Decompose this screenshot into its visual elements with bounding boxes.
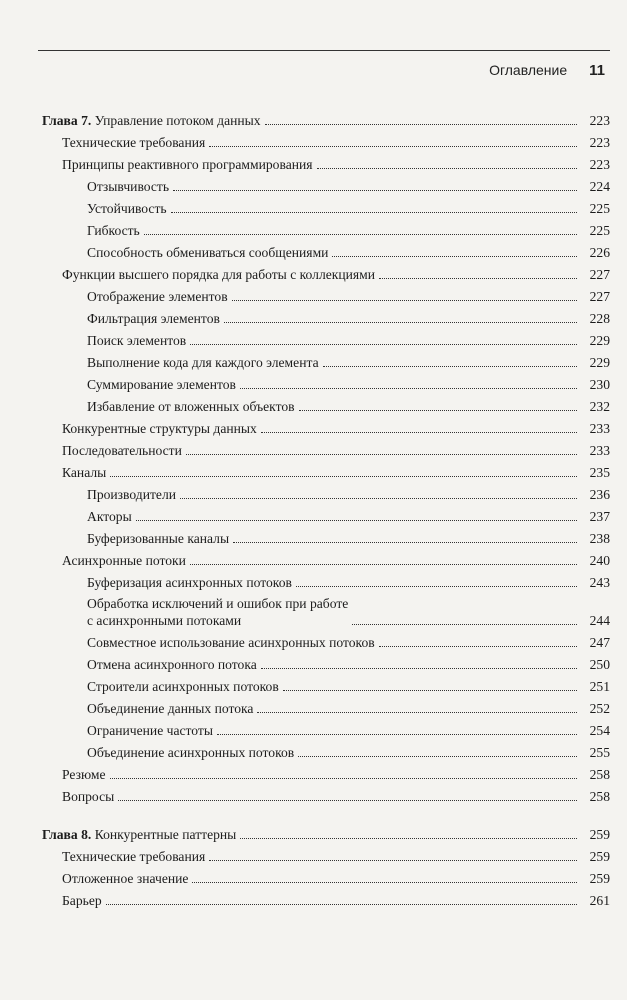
toc-entry[interactable] [42, 592, 610, 630]
toc-entry-title [87, 200, 167, 217]
toc-page-number: 225 [589, 201, 610, 216]
toc-entry[interactable] [42, 526, 610, 548]
toc-entry-text: Производители [87, 487, 177, 502]
toc-page-number: 240 [589, 553, 610, 568]
dot-leader [190, 564, 577, 565]
toc-chapter-label: Глава 8. [42, 827, 92, 842]
toc-entry-title [42, 826, 236, 843]
toc-entry-title [42, 112, 261, 129]
toc-page-number: 230 [589, 377, 610, 392]
dot-leader [209, 146, 577, 147]
dot-leader [233, 542, 577, 543]
toc-page-number: 244 [589, 613, 610, 628]
toc-entry[interactable] [42, 652, 610, 674]
toc-page-number: 261 [589, 893, 610, 908]
dot-leader [379, 278, 577, 279]
toc-entry-title [87, 656, 257, 673]
toc-page-number: 251 [589, 679, 610, 694]
toc-entry-text: Ограничение частоты [87, 723, 213, 738]
toc-entry-title [62, 766, 106, 783]
toc-page-number: 252 [589, 701, 610, 716]
toc-entry-title [62, 156, 313, 173]
toc-page-number: 247 [589, 635, 610, 650]
toc-entry[interactable] [42, 674, 610, 696]
toc-entry-text: Принципы реактивного программирования [62, 157, 313, 172]
toc-entry-title [87, 244, 328, 261]
toc-entry[interactable] [42, 152, 610, 174]
toc-entry-title [87, 288, 228, 305]
toc-entry-title [87, 530, 229, 547]
toc-entry[interactable] [42, 696, 610, 718]
toc-entry-text: Акторы [87, 509, 132, 524]
toc-entry-text: Отображение элементов [87, 289, 228, 304]
toc-entry[interactable] [42, 570, 610, 592]
toc-entry[interactable] [42, 328, 610, 350]
toc-chapter-entry[interactable] [42, 108, 610, 130]
toc-entry[interactable] [42, 262, 610, 284]
toc-entry-text: Объединение асинхронных потоков [87, 745, 295, 760]
toc-page-number: 223 [589, 135, 610, 150]
dot-leader [171, 212, 577, 213]
dot-leader [379, 646, 577, 647]
toc-entry-title [62, 442, 182, 459]
toc-entry[interactable] [42, 394, 610, 416]
toc-entry-title [62, 870, 188, 887]
toc-entry-title [87, 508, 132, 525]
header-page-number: 11 [589, 62, 605, 79]
toc-page-number: 259 [589, 871, 610, 886]
toc-entry[interactable] [42, 372, 610, 394]
toc-entry-text: Избавление от вложенных объектов [87, 399, 295, 414]
dot-leader [352, 624, 577, 625]
dot-leader [299, 410, 577, 411]
toc-entry-text: Конкурентные структуры данных [62, 421, 257, 436]
toc-entry[interactable] [42, 438, 610, 460]
toc-entry[interactable] [42, 196, 610, 218]
dot-leader [118, 800, 577, 801]
toc-entry-text: Буферизация асинхронных потоков [87, 575, 292, 590]
dot-leader [110, 476, 577, 477]
toc-entry[interactable] [42, 218, 610, 240]
toc-entry-title [87, 595, 348, 629]
toc-entry[interactable] [42, 350, 610, 372]
toc-entry-title [62, 420, 257, 437]
toc-entry[interactable] [42, 130, 610, 152]
header-rule [38, 50, 610, 51]
toc-entry[interactable] [42, 888, 610, 910]
toc-entry[interactable] [42, 416, 610, 438]
toc-entry-text: Резюме [62, 767, 106, 782]
toc-entry-title [62, 552, 186, 569]
toc-entry-text: Отзывчивость [87, 179, 170, 194]
toc-entry-title [87, 178, 169, 195]
toc-page-number: 224 [589, 179, 610, 194]
dot-leader [296, 586, 577, 587]
toc-entry[interactable] [42, 844, 610, 866]
toc-page-number: 258 [589, 767, 610, 782]
toc-entry[interactable] [42, 762, 610, 784]
toc-page-number: 259 [589, 827, 610, 842]
toc-entry[interactable] [42, 482, 610, 504]
toc-page-number: 233 [589, 443, 610, 458]
toc-page-number: 235 [589, 465, 610, 480]
dot-leader [190, 344, 577, 345]
toc-entry-title [87, 486, 176, 503]
toc-entry-title [87, 634, 375, 651]
toc-page-number: 258 [589, 789, 610, 804]
toc-page-number: 243 [589, 575, 610, 590]
toc-page-number: 225 [589, 223, 610, 238]
toc-entry-title [62, 134, 205, 151]
running-header [489, 62, 605, 79]
toc-entry[interactable] [42, 504, 610, 526]
toc-page-number: 229 [589, 333, 610, 348]
toc-page-number: 229 [589, 355, 610, 370]
toc-entry-text: Буферизованные каналы [87, 531, 230, 546]
dot-leader [265, 124, 577, 125]
toc-entry-text: Конкурентные паттерны [94, 827, 237, 842]
toc-entry-title [62, 464, 106, 481]
toc-entry-text: Совместное использование асинхронных потоков [87, 635, 375, 650]
toc-entry-title [87, 310, 220, 327]
dot-leader [209, 860, 577, 861]
dot-leader [180, 498, 577, 499]
toc-entry-title [87, 354, 319, 371]
table-of-contents [42, 108, 610, 910]
dot-leader [298, 756, 577, 757]
toc-entry-text: Технические требования [62, 135, 206, 150]
toc-page-number: 237 [589, 509, 610, 524]
toc-entry-title [87, 376, 236, 393]
dot-leader [106, 904, 577, 905]
dot-leader [186, 454, 577, 455]
toc-entry-title [87, 398, 295, 415]
dot-leader [224, 322, 577, 323]
dot-leader [240, 388, 577, 389]
toc-entry-text: Выполнение кода для каждого элемента [87, 355, 319, 370]
toc-entry-text: Вопросы [62, 789, 115, 804]
toc-entry-title [87, 722, 213, 739]
toc-entry-text: Каналы [62, 465, 107, 480]
toc-entry-text: Суммирование элементов [87, 377, 236, 392]
toc-entry[interactable] [42, 548, 610, 570]
toc-entry[interactable] [42, 460, 610, 482]
dot-leader [136, 520, 577, 521]
toc-entry-text: Функции высшего порядка для работы с коллекциями [62, 267, 376, 282]
dot-leader [173, 190, 577, 191]
toc-entry-title [62, 892, 102, 909]
toc-entry[interactable] [42, 784, 610, 806]
toc-entry-text: Технические требования [62, 849, 206, 864]
toc-entry-text: Поиск элементов [87, 333, 187, 348]
toc-entry-title [62, 788, 114, 805]
toc-entry-text: Отмена асинхронного потока [87, 657, 257, 672]
toc-page-number: 254 [589, 723, 610, 738]
toc-entry[interactable] [42, 284, 610, 306]
toc-page-number: 228 [589, 311, 610, 326]
toc-page-number: 255 [589, 745, 610, 760]
toc-entry[interactable] [42, 740, 610, 762]
dot-leader [323, 366, 577, 367]
toc-entry-text: Последовательности [62, 443, 182, 458]
dot-leader [240, 838, 577, 839]
toc-entry[interactable] [42, 174, 610, 196]
toc-entry-text: Устойчивость [87, 201, 167, 216]
toc-entry-title [87, 744, 294, 761]
toc-entry-text-continued: с асинхронными потоками [87, 613, 242, 628]
toc-entry-text: Управление потоком данных [94, 113, 261, 128]
toc-entry[interactable] [42, 630, 610, 652]
dot-leader [192, 882, 577, 883]
toc-entry-text: Барьер [62, 893, 102, 908]
toc-page-number: 226 [589, 245, 610, 260]
toc-entry-text: Отложенное значение [62, 871, 189, 886]
dot-leader [110, 778, 577, 779]
toc-entry-text: Асинхронные потоки [62, 553, 186, 568]
toc-page-number: 223 [589, 157, 610, 172]
toc-entry[interactable] [42, 240, 610, 262]
dot-leader [217, 734, 577, 735]
toc-entry-title [87, 222, 140, 239]
toc-entry-title [62, 848, 205, 865]
toc-page-number: 259 [589, 849, 610, 864]
toc-entry-text: Обработка исключений и ошибок при работе [87, 596, 349, 611]
toc-chapter-entry[interactable] [42, 822, 610, 844]
toc-page-number: 227 [589, 267, 610, 282]
dot-leader [144, 234, 577, 235]
toc-entry-text: Строители асинхронных потоков [87, 679, 279, 694]
toc-entry[interactable] [42, 718, 610, 740]
toc-page-number: 250 [589, 657, 610, 672]
toc-entry[interactable] [42, 306, 610, 328]
dot-leader [283, 690, 577, 691]
toc-entry-title [87, 332, 186, 349]
toc-entry-text: Гибкость [87, 223, 140, 238]
dot-leader [257, 712, 577, 713]
dot-leader [261, 668, 577, 669]
dot-leader [317, 168, 577, 169]
toc-entry-title [62, 266, 375, 283]
toc-entry-title [87, 678, 279, 695]
toc-page-number: 223 [589, 113, 610, 128]
toc-page-number: 227 [589, 289, 610, 304]
dot-leader [232, 300, 577, 301]
toc-page-number: 238 [589, 531, 610, 546]
toc-chapter-label: Глава 7. [42, 113, 92, 128]
toc-page-number: 233 [589, 421, 610, 436]
toc-entry-title [87, 574, 292, 591]
dot-leader [261, 432, 577, 433]
toc-page-number: 232 [589, 399, 610, 414]
header-title: Оглавление [489, 62, 568, 78]
toc-page-number: 236 [589, 487, 610, 502]
dot-leader [332, 256, 577, 257]
toc-entry-title [87, 700, 253, 717]
toc-entry-text: Способность обмениваться сообщениями [87, 245, 329, 260]
toc-entry-text: Фильтрация элементов [87, 311, 220, 326]
toc-entry-text: Объединение данных потока [87, 701, 254, 716]
toc-entry[interactable] [42, 866, 610, 888]
